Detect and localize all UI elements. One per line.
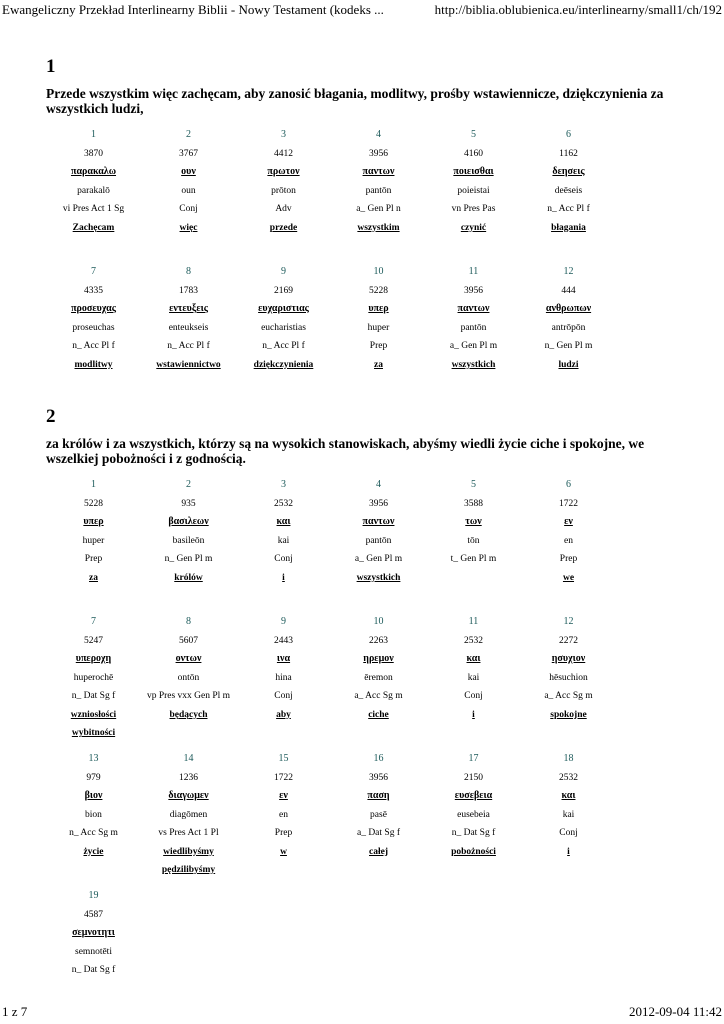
verse-number: 1 xyxy=(46,56,56,77)
transliteration: huper xyxy=(367,322,390,333)
polish-translation: i xyxy=(567,846,570,857)
transliteration: tōn xyxy=(467,535,480,546)
greek-word[interactable]: οντων xyxy=(175,653,202,664)
greek-word[interactable]: εντευξεις xyxy=(169,303,208,314)
polish-translation: i xyxy=(282,572,285,583)
transliteration: eucharistias xyxy=(261,322,306,333)
polish-translation-alt xyxy=(236,587,331,606)
word-number[interactable]: 14 xyxy=(183,753,194,764)
polish-translation: i xyxy=(472,709,475,720)
morphology: n_ Dat Sg f xyxy=(71,965,116,975)
transliteration: oun xyxy=(181,185,196,196)
polish-translation-alt xyxy=(46,861,141,880)
word-cell xyxy=(46,126,141,263)
word-number[interactable]: 3 xyxy=(281,479,286,490)
word-cell xyxy=(141,476,236,613)
transliteration: hēsuchion xyxy=(549,672,588,683)
word-cell xyxy=(236,263,331,400)
strong-number[interactable]: 5247 xyxy=(84,635,103,646)
polish-translation-alt xyxy=(331,587,426,606)
polish-translation: aby xyxy=(276,709,291,720)
interlinear-grid xyxy=(46,126,616,400)
word-cell xyxy=(521,126,616,263)
word-number[interactable]: 12 xyxy=(563,266,574,277)
strong-number[interactable]: 2272 xyxy=(559,635,578,646)
transliteration: prōton xyxy=(271,185,296,196)
morphology: n_ Acc Pl f xyxy=(547,204,590,214)
greek-word[interactable]: πρωτον xyxy=(267,166,300,177)
word-row xyxy=(46,126,616,263)
greek-word[interactable]: παση xyxy=(367,790,390,801)
morphology: Conj xyxy=(274,691,293,701)
strong-number[interactable]: 2532 xyxy=(464,635,483,646)
greek-word[interactable]: υπερ xyxy=(83,516,104,527)
greek-word[interactable]: παντων xyxy=(362,166,395,177)
transliteration: proseuchas xyxy=(72,322,115,333)
word-number[interactable]: 7 xyxy=(91,266,96,277)
word-number[interactable]: 8 xyxy=(186,616,191,627)
word-cell xyxy=(331,613,426,750)
morphology: a_ Gen Pl m xyxy=(354,554,403,564)
transliteration: ēremon xyxy=(364,672,393,683)
word-cell xyxy=(521,476,616,613)
print-datetime: 2012-09-04 11:42 xyxy=(628,1004,722,1019)
transliteration: bion xyxy=(85,809,102,820)
word-cell xyxy=(426,750,521,887)
word-number[interactable]: 15 xyxy=(278,753,289,764)
polish-translation: całej xyxy=(369,846,388,857)
word-number[interactable]: 1 xyxy=(91,129,96,140)
morphology: t_ Gen Pl m xyxy=(450,554,497,564)
word-row xyxy=(46,750,616,887)
polish-translation: za xyxy=(374,359,383,370)
polish-translation-alt xyxy=(426,237,521,256)
word-number[interactable]: 18 xyxy=(563,753,574,764)
word-number[interactable]: 8 xyxy=(186,266,191,277)
polish-translation-alt xyxy=(331,237,426,256)
polish-translation-alt: wybitności xyxy=(71,728,116,738)
strong-number[interactable]: 3767 xyxy=(179,148,198,159)
word-cell xyxy=(141,613,236,750)
polish-translation: będących xyxy=(169,709,208,720)
word-number[interactable]: 4 xyxy=(376,479,381,490)
transliteration: en xyxy=(564,535,573,546)
polish-translation: spokojne xyxy=(550,709,587,720)
polish-translation-alt xyxy=(46,374,141,393)
morphology: vp Pres vxx Gen Pl m xyxy=(146,691,231,701)
word-number[interactable]: 11 xyxy=(468,616,479,627)
polish-translation: błagania xyxy=(551,222,586,233)
polish-translation: wszystkim xyxy=(357,222,400,233)
transliteration: kai xyxy=(277,535,290,546)
greek-word[interactable]: βασιλεων xyxy=(168,516,209,527)
morphology: a_ Acc Sg m xyxy=(544,691,593,701)
morphology: vn Pres Pas xyxy=(451,204,496,214)
word-cell xyxy=(426,476,521,613)
transliteration: huper xyxy=(82,535,105,546)
polish-translation: dziękczynienia xyxy=(253,359,314,370)
word-cell xyxy=(521,613,616,750)
greek-word[interactable]: παντων xyxy=(362,516,395,527)
word-cell xyxy=(46,613,141,750)
strong-number[interactable]: 5607 xyxy=(179,635,198,646)
morphology: vi Pres Act 1 Sg xyxy=(62,204,125,214)
strong-number[interactable]: 4587 xyxy=(84,909,103,920)
word-number[interactable]: 6 xyxy=(566,129,571,140)
morphology: a_ Gen Pl m xyxy=(449,341,498,351)
interlinear-grid xyxy=(46,476,616,1024)
polish-translation: ciche xyxy=(368,709,389,720)
morphology: a_ Dat Sg f xyxy=(356,828,400,838)
strong-number[interactable]: 3956 xyxy=(464,285,483,296)
transliteration: pantōn xyxy=(365,535,392,546)
strong-number[interactable]: 1783 xyxy=(179,285,198,296)
page-footer xyxy=(0,1000,724,1024)
page-url[interactable]: http://biblia.oblubienica.eu/interlinearny/small1/ch/192 xyxy=(434,2,722,17)
strong-number[interactable]: 2169 xyxy=(274,285,293,296)
word-row xyxy=(46,613,616,750)
transliteration: ontōn xyxy=(177,672,200,683)
polish-translation-alt xyxy=(236,861,331,880)
greek-word[interactable]: διαγωμεν xyxy=(168,790,209,801)
polish-translation-alt xyxy=(236,724,331,743)
word-cell xyxy=(236,126,331,263)
word-number[interactable]: 5 xyxy=(471,479,476,490)
morphology: n_ Gen Pl m xyxy=(544,341,593,351)
word-number[interactable]: 3 xyxy=(281,129,286,140)
word-cell xyxy=(141,750,236,887)
polish-translation: modlitwy xyxy=(74,359,113,370)
strong-number[interactable]: 1722 xyxy=(559,498,578,509)
word-number[interactable]: 11 xyxy=(468,266,479,277)
morphology: Adv xyxy=(275,204,292,214)
strong-number[interactable]: 1236 xyxy=(179,772,198,783)
polish-translation-alt xyxy=(141,724,236,743)
word-cell xyxy=(141,263,236,400)
word-number[interactable]: 16 xyxy=(373,753,384,764)
word-number[interactable]: 10 xyxy=(373,266,384,277)
strong-number[interactable]: 3588 xyxy=(464,498,483,509)
polish-translation xyxy=(426,569,521,588)
word-cell xyxy=(236,476,331,613)
morphology: n_ Acc Pl f xyxy=(72,341,115,351)
morphology: Prep xyxy=(369,341,388,351)
strong-number[interactable]: 3956 xyxy=(369,148,388,159)
word-cell xyxy=(426,263,521,400)
polish-translation-alt xyxy=(426,724,521,743)
morphology: n_ Dat Sg f xyxy=(451,828,496,838)
word-cell xyxy=(521,263,616,400)
polish-translation: życie xyxy=(83,846,104,857)
strong-number[interactable]: 935 xyxy=(181,498,196,509)
word-number[interactable]: 6 xyxy=(566,479,571,490)
polish-translation-alt xyxy=(46,587,141,606)
word-cell xyxy=(331,750,426,887)
word-number[interactable]: 19 xyxy=(88,890,99,901)
polish-translation-alt xyxy=(331,724,426,743)
greek-word[interactable]: υπεροχη xyxy=(75,653,112,664)
transliteration: kai xyxy=(467,672,480,683)
transliteration: pasē xyxy=(370,809,387,820)
polish-translation: wszystkich xyxy=(451,359,496,370)
word-number[interactable]: 10 xyxy=(373,616,384,627)
polish-translation: ludzi xyxy=(558,359,579,370)
strong-number[interactable]: 2532 xyxy=(559,772,578,783)
greek-word[interactable]: υπερ xyxy=(368,303,389,314)
word-number[interactable]: 2 xyxy=(186,479,191,490)
word-number[interactable]: 7 xyxy=(91,616,96,627)
polish-translation: we xyxy=(562,572,575,583)
greek-word[interactable]: ανθρωπων xyxy=(545,303,592,314)
word-cell xyxy=(426,126,521,263)
polish-translation: królów xyxy=(174,572,203,583)
morphology: n_ Acc Pl f xyxy=(262,341,305,351)
greek-word[interactable]: ησυχιον xyxy=(551,653,586,664)
word-cell xyxy=(46,263,141,400)
strong-number[interactable]: 2443 xyxy=(274,635,293,646)
polish-translation: więc xyxy=(179,222,198,233)
morphology: a_ Gen Pl n xyxy=(356,204,401,214)
greek-word[interactable]: παντων xyxy=(457,303,490,314)
polish-translation-alt xyxy=(521,724,616,743)
transliteration: semnotēti xyxy=(75,946,112,957)
word-number[interactable]: 9 xyxy=(281,616,286,627)
transliteration: poieistai xyxy=(457,185,490,196)
page-number: 1 z 7 xyxy=(2,1004,28,1019)
polish-translation-alt xyxy=(141,374,236,393)
word-row xyxy=(46,263,616,400)
polish-translation-alt xyxy=(521,237,616,256)
greek-word[interactable]: παρακαλω xyxy=(70,166,117,177)
polish-translation-alt xyxy=(426,861,521,880)
morphology: n_ Acc Sg m xyxy=(69,828,118,838)
polish-translation-alt xyxy=(141,237,236,256)
transliteration: parakalō xyxy=(77,185,110,196)
verse-text: za królów i za wszystkich, którzy są na wysokich stanowiskach, abyśmy wiedli życie ciche i spokojne, we wszelkiej pobożności i z godnością. xyxy=(46,436,645,466)
word-cell xyxy=(46,750,141,887)
greek-word[interactable]: των xyxy=(465,516,482,527)
polish-translation-alt xyxy=(236,237,331,256)
greek-word[interactable]: και xyxy=(276,516,291,527)
polish-translation: w xyxy=(280,846,287,857)
strong-number[interactable]: 2150 xyxy=(464,772,483,783)
word-cell xyxy=(236,613,331,750)
polish-translation-alt xyxy=(46,237,141,256)
greek-word[interactable]: εν xyxy=(279,790,288,801)
word-number[interactable]: 9 xyxy=(281,266,286,277)
morphology: a_ Acc Sg m xyxy=(354,691,403,701)
word-cell xyxy=(46,476,141,613)
polish-translation-alt xyxy=(141,587,236,606)
word-number[interactable]: 4 xyxy=(376,129,381,140)
morphology: Conj xyxy=(559,828,578,838)
verse-text: Przede wszystkim więc zachęcam, aby zanosić błagania, modlitwy, prośby wstawiennicze, dziękczynienia za wszystkich ludzi, xyxy=(46,86,664,116)
polish-translation: za xyxy=(89,572,98,583)
greek-word[interactable]: ινα xyxy=(276,653,291,664)
greek-word[interactable]: ποιεισθαι xyxy=(453,166,494,177)
greek-word[interactable]: και xyxy=(466,653,481,664)
strong-number[interactable]: 3956 xyxy=(369,772,388,783)
transliteration: diagōmen xyxy=(169,809,208,820)
greek-word[interactable]: βιον xyxy=(84,790,103,801)
greek-word[interactable]: ηρεμον xyxy=(363,653,394,664)
strong-number[interactable]: 1722 xyxy=(274,772,293,783)
transliteration: enteukseis xyxy=(168,322,209,333)
polish-translation-alt xyxy=(236,374,331,393)
transliteration: basileōn xyxy=(172,535,205,546)
polish-translation: wzniosłości xyxy=(70,709,117,720)
strong-number[interactable]: 979 xyxy=(86,772,101,783)
polish-translation: czynić xyxy=(460,222,487,233)
greek-word[interactable]: ευχαριστιας xyxy=(258,303,309,314)
morphology: Conj xyxy=(464,691,483,701)
polish-translation-alt xyxy=(521,374,616,393)
polish-translation: wszystkich xyxy=(356,572,401,583)
transliteration: pantōn xyxy=(460,322,487,333)
word-number[interactable]: 17 xyxy=(468,753,479,764)
polish-translation: wiedlibyśmy xyxy=(163,846,214,857)
strong-number[interactable]: 4335 xyxy=(84,285,103,296)
morphology: Prep xyxy=(559,554,578,564)
strong-number[interactable]: 1162 xyxy=(559,148,578,159)
polish-translation: pobożności xyxy=(451,846,496,857)
polish-translation: Zachęcam xyxy=(72,222,115,233)
morphology: n_ Dat Sg f xyxy=(71,691,116,701)
word-cell xyxy=(141,126,236,263)
polish-translation: wstawiennictwo xyxy=(156,359,221,370)
transliteration: huperochē xyxy=(73,672,114,683)
transliteration: pantōn xyxy=(365,185,392,196)
strong-number[interactable]: 3956 xyxy=(369,498,388,509)
morphology: Prep xyxy=(274,828,293,838)
polish-translation xyxy=(46,980,141,999)
page-title: Ewangeliczny Przekład Interlinearny Biblii - Nowy Testament (kodeks ... xyxy=(2,2,384,17)
strong-number[interactable]: 444 xyxy=(561,285,576,296)
word-cell xyxy=(521,750,616,887)
polish-translation-alt: pędzilibyśmy xyxy=(161,865,216,875)
polish-translation: przede xyxy=(269,222,298,233)
verse-number: 2 xyxy=(46,406,56,427)
page-header xyxy=(0,0,724,20)
morphology: Conj xyxy=(179,204,198,214)
greek-word[interactable]: προσευχας xyxy=(71,303,116,314)
strong-number[interactable]: 4412 xyxy=(274,148,293,159)
word-cell xyxy=(331,126,426,263)
morphology: vs Pres Act 1 Pl xyxy=(158,828,219,838)
word-number[interactable]: 2 xyxy=(186,129,191,140)
morphology: Prep xyxy=(84,554,103,564)
polish-translation-alt xyxy=(521,587,616,606)
polish-translation-alt xyxy=(521,861,616,880)
strong-number[interactable]: 2532 xyxy=(274,498,293,509)
polish-translation-alt xyxy=(426,374,521,393)
greek-word[interactable]: ουν xyxy=(181,166,196,177)
greek-word[interactable]: εν xyxy=(564,516,573,527)
transliteration: antrōpōn xyxy=(551,322,586,333)
greek-word[interactable]: δεησεις xyxy=(552,166,585,177)
morphology: Conj xyxy=(274,554,293,564)
word-cell xyxy=(331,263,426,400)
transliteration: en xyxy=(279,809,288,820)
strong-number[interactable]: 5228 xyxy=(84,498,103,509)
morphology: n_ Gen Pl m xyxy=(164,554,213,564)
transliteration: hina xyxy=(275,672,292,683)
word-cell xyxy=(426,613,521,750)
word-cell xyxy=(331,476,426,613)
word-cell xyxy=(236,750,331,887)
polish-translation-alt xyxy=(331,374,426,393)
strong-number[interactable]: 2263 xyxy=(369,635,388,646)
strong-number[interactable]: 5228 xyxy=(369,285,388,296)
transliteration: deēseis xyxy=(554,185,583,196)
word-number[interactable]: 1 xyxy=(91,479,96,490)
morphology: n_ Acc Pl f xyxy=(167,341,210,351)
strong-number[interactable]: 3870 xyxy=(84,148,103,159)
polish-translation-alt xyxy=(426,587,521,606)
greek-word[interactable]: ευσεβεια xyxy=(454,790,493,801)
transliteration: eusebeia xyxy=(457,809,490,820)
word-number[interactable]: 12 xyxy=(563,616,574,627)
greek-word[interactable]: σεμνοτητι xyxy=(72,927,115,938)
word-row xyxy=(46,476,616,613)
greek-word[interactable]: και xyxy=(561,790,576,801)
strong-number[interactable]: 4160 xyxy=(464,148,483,159)
polish-translation-alt xyxy=(331,861,426,880)
transliteration: kai xyxy=(562,809,575,820)
word-number[interactable]: 5 xyxy=(471,129,476,140)
word-number[interactable]: 13 xyxy=(88,753,99,764)
